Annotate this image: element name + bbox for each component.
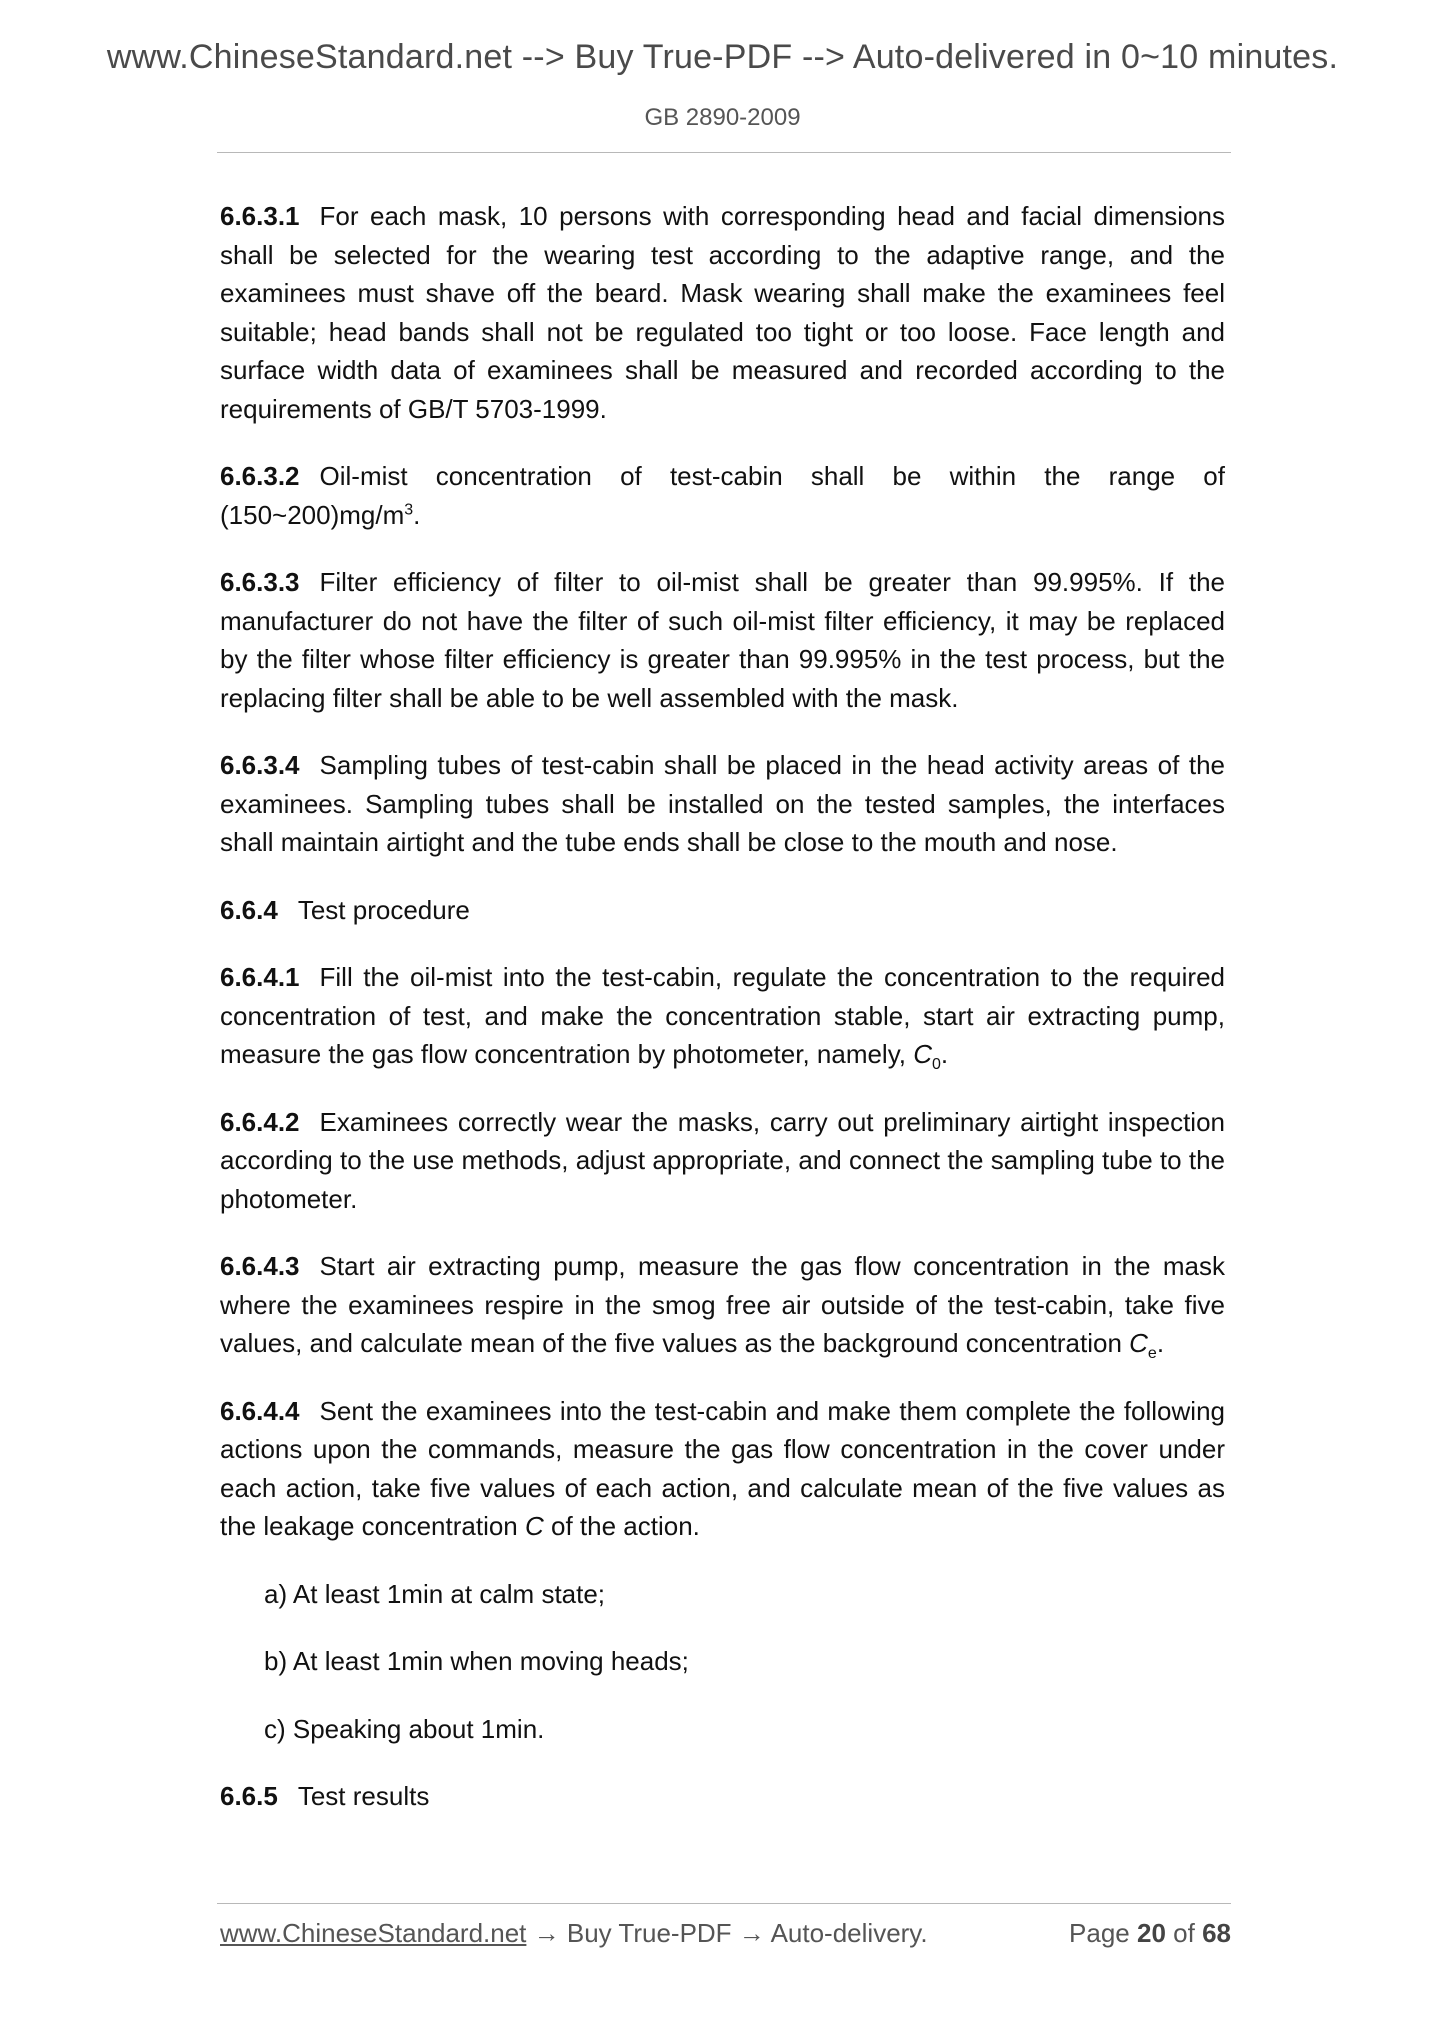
clause-6-6-3-1 [220,197,1225,428]
heading-6-6-5 [220,1777,1225,1816]
clause-6-6-4-2 [220,1103,1225,1219]
clause-tail: . [413,499,421,530]
footer-left [220,1918,928,1949]
document-body [220,197,1225,1845]
clause-text: Fill the oil-mist into the test-cabin, regulate the concentration to the required concentration of test, and make the concentration stable, start air extracting pump, measure the gas flow concentration by photometer, namely, [220,962,1225,1069]
page-of: of [1173,1918,1195,1948]
list-item: b) At least 1min when moving heads; [264,1646,689,1676]
clause-text: Examinees correctly wear the masks, carry out preliminary airtight inspection according to the use methods, adjust appropriate, and connect the sampling tube to the photometer. [220,1106,1225,1214]
superscript: 3 [404,500,414,518]
page-label: Page [1069,1918,1130,1948]
page-indicator [1069,1918,1231,1949]
heading-number: 6.6.5 [220,1781,278,1811]
clause-text: Filter efficiency of filter to oil-mist shall be greater than 99.995%. If the manufacturer do not have the filter of such oil-mist filter efficiency, it may be replaced by the filter whose filter efficiency is greater than 99.995% in the test process, but the replacing filter shall be able to be well assembled with the mask. [220,567,1225,713]
clause-number: 6.6.4.3 [220,1251,300,1281]
variable: C [1129,1328,1148,1358]
clause-text: Oil-mist concentration of test-cabin shall be within the range of (150~200)mg/m [220,461,1225,530]
subscript: 0 [932,1056,941,1074]
footer-divider [217,1903,1231,1904]
list-item: a) At least 1min at calm state; [264,1578,606,1609]
header-divider [217,152,1231,153]
clause-number: 6.6.3.3 [220,567,300,597]
clause-6-6-3-4 [220,746,1225,862]
clause-tail: . [1156,1328,1165,1358]
clause-number: 6.6.3.2 [220,461,300,491]
standard-code: GB 2890-2009 [644,104,801,131]
clause-6-6-4-4 [220,1392,1225,1546]
clause-number: 6.6.3.1 [220,201,300,231]
clause-text: For each mask, 10 persons with corresponding head and facial dimensions shall be selected for the wearing test according to the adaptive range, and the examinees must shave off the beard. Mask wearing shall make the examinees feel suitable; head bands shall not be regulated too tight or too loose. Face length and surface width data of examinees shall be measured and recorded according to the requirements of GB/T 5703-1999. [220,201,1225,424]
clause-text: Start air extracting pump, measure the gas flow concentration in the mask where the examinees respire in the smog free air outside of the test-cabin, take five values, and calculate mean of the five values as the background concentration [220,1251,1225,1358]
clause-number: 6.6.3.4 [220,750,300,780]
clause-tail: of the action. [543,1511,700,1541]
list-item: c) Speaking about 1min. [264,1713,545,1744]
site-banner: www.ChineseStandard.net --> Buy True-PDF --> Auto-delivered in 0~10 minutes. [106,38,1339,76]
footer-tagline: → Buy True-PDF → Auto-delivery. [526,1918,928,1948]
clause-6-6-4-1 [220,958,1225,1074]
clause-number: 6.6.4.1 [220,962,300,992]
variable: C [525,1511,544,1541]
clause-tail: . [940,1039,949,1069]
clause-text: Sent the examinees into the test-cabin and make them complete the following actions upon the commands, measure the gas flow concentration in the cover under each action, take five values of each action, and calculate mean of the five values as the leakage concentration [220,1395,1225,1541]
heading-6-6-4 [220,891,1225,930]
footer-link[interactable]: www.ChineseStandard.net [220,1918,527,1948]
clause-6-6-4-3 [220,1247,1225,1363]
clause-number: 6.6.4.2 [220,1106,300,1137]
page-current: 20 [1137,1918,1166,1948]
clause-number: 6.6.4.4 [220,1395,300,1426]
subscript: e [1147,1345,1157,1363]
page-footer [220,1918,1231,1958]
heading-title: Test results [297,1781,430,1811]
clause-6-6-3-2 [220,457,1225,534]
variable: C [913,1039,933,1069]
clause-6-6-3-3 [220,563,1225,717]
clause-text: Sampling tubes of test-cabin shall be placed in the head activity areas of the examinees. Sampling tubes shall be installed on the tested samples, the interfaces shall maintain airtight and the tube ends shall be close to the mouth and nose. [220,750,1225,857]
heading-number: 6.6.4 [220,894,278,925]
heading-title: Test procedure [297,894,470,925]
page-total: 68 [1202,1918,1231,1948]
